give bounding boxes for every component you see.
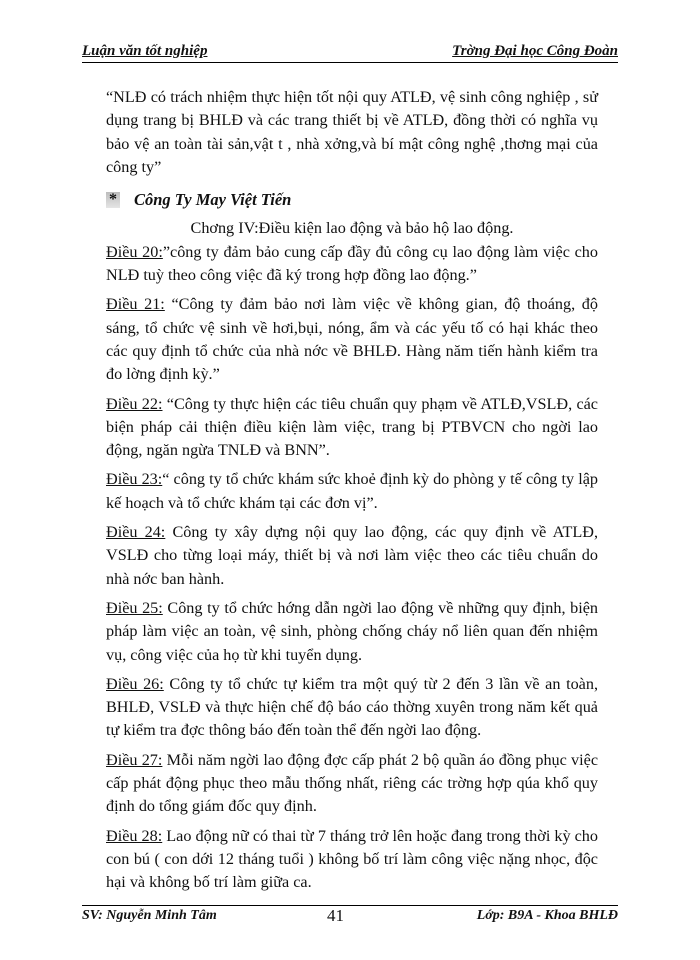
article-label: Điều 27: (106, 750, 163, 769)
article-label: Điều 28: (106, 826, 163, 845)
footer-class: Lớp: B9A - Khoa BHLĐ (476, 908, 618, 923)
header-university: Trờng Đại học Công Đoàn (452, 43, 618, 59)
article-text: Lao động nữ có thai từ 7 tháng trở lên hoặc đang trong thời kỳ cho con bú ( con dới 12 tháng tuổi ) không bố trí làm công việc nặng nhọc, độc hại và không bố trí làm giữa ca. (106, 826, 598, 892)
bullet-star-icon: * (106, 192, 120, 208)
article-22 (106, 393, 598, 463)
article-text: “Công ty thực hiện các tiêu chuẩn quy phạm về ATLĐ,VSLĐ, các biện pháp cải thiện điều kiện làm việc, trang bị PTBVCN cho ngời lao động, ngăn ngừa TNLĐ và BNN”. (106, 394, 598, 460)
page-header (82, 42, 618, 63)
header-thesis-title: Luận văn tốt nghiệp (82, 43, 208, 59)
article-label: Điều 23: (106, 470, 163, 489)
footer-student-name: SV: Nguyễn Minh Tâm (82, 908, 217, 923)
intro-quote: “NLĐ có trách nhiệm thực hiện tốt nội quy ATLĐ, vệ sinh công nghiệp , sử dụng trang bị BHLĐ và các trang thiết bị về ATLĐ, đồng thời có nghĩa vụ bảo vệ an toàn tài sản,vật t , nhà xởng,và bí mật công nghệ ,thơng mại của công ty” (106, 88, 598, 176)
article-20 (106, 241, 598, 288)
article-label: Điều 21: (106, 295, 165, 314)
article-label: Điều 26: (106, 674, 164, 693)
article-label: Điều 20: (106, 242, 163, 261)
article-23 (106, 468, 598, 515)
article-text: “ công ty tổ chức khám sức khoẻ định kỳ do phòng y tế công ty lập kế hoạch và tổ chức khám tại các đơn vị”. (106, 470, 598, 512)
article-text: Công ty xây dựng nội quy lao động, các quy định về ATLĐ, VSLĐ cho từng loại máy, thiết bị và nơi làm việc theo các tiêu chuẩn do nhà nớc ban hành. (106, 523, 598, 588)
page-number: 41 (327, 906, 344, 925)
article-text: Mỗi năm ngời lao động đợc cấp phát 2 bộ quần áo đồng phục việc cấp phát động phục theo mẫu thống nhất, riêng các trờng hợp qúa khổ quy định do tổng giám đốc quy định. (106, 750, 599, 816)
page-footer (82, 905, 618, 928)
article-label: Điều 25: (106, 598, 163, 617)
article-25 (106, 597, 598, 667)
article-27 (106, 749, 598, 819)
article-label: Điều 24: (106, 523, 166, 542)
page-body (106, 86, 598, 895)
article-label: Điều 22: (106, 394, 163, 413)
article-28 (106, 825, 598, 895)
article-text: Công ty tổ chức hớng dẫn ngời lao động về những quy định, biện pháp làm việc an toàn, vệ sinh, phòng chống cháy nổ liên quan đến nhiệm vụ, công việc của họ từ khi tuyển dụng. (106, 598, 598, 664)
section-title: Công Ty May Việt Tiến (134, 190, 292, 210)
article-26 (106, 673, 598, 743)
article-24 (106, 521, 598, 591)
article-text: “Công ty đảm bảo nơi làm việc về không gian, độ thoáng, độ sáng, tổ chức vệ sinh về hơi,bụi, nóng, ẩm và các yếu tố có hại khác theo các quy định tổ chức của nhà nớc về BHLĐ. Hàng năm tiến hành kiểm tra đo lờng định kỳ.” (106, 295, 598, 384)
article-21 (106, 293, 598, 386)
section-heading (106, 188, 598, 211)
chapter-heading: Chơng IV:Điều kiện lao động và bảo hộ lao động. (190, 219, 514, 238)
article-text: ”công ty đảm bảo cung cấp đầy đủ công cụ lao động làm việc cho NLĐ tuỳ theo công việc đã ký trong hợp đồng lao động.” (106, 242, 598, 285)
article-text: Công ty tổ chức tự kiểm tra một quý từ 2 đến 3 lần về an toàn, BHLĐ, VSLĐ và thực hiện chế độ báo cáo thờng xuyên trong năm kết quả tự kiểm tra đợc thông báo đến toàn thể đến ngời lao động. (106, 674, 598, 740)
